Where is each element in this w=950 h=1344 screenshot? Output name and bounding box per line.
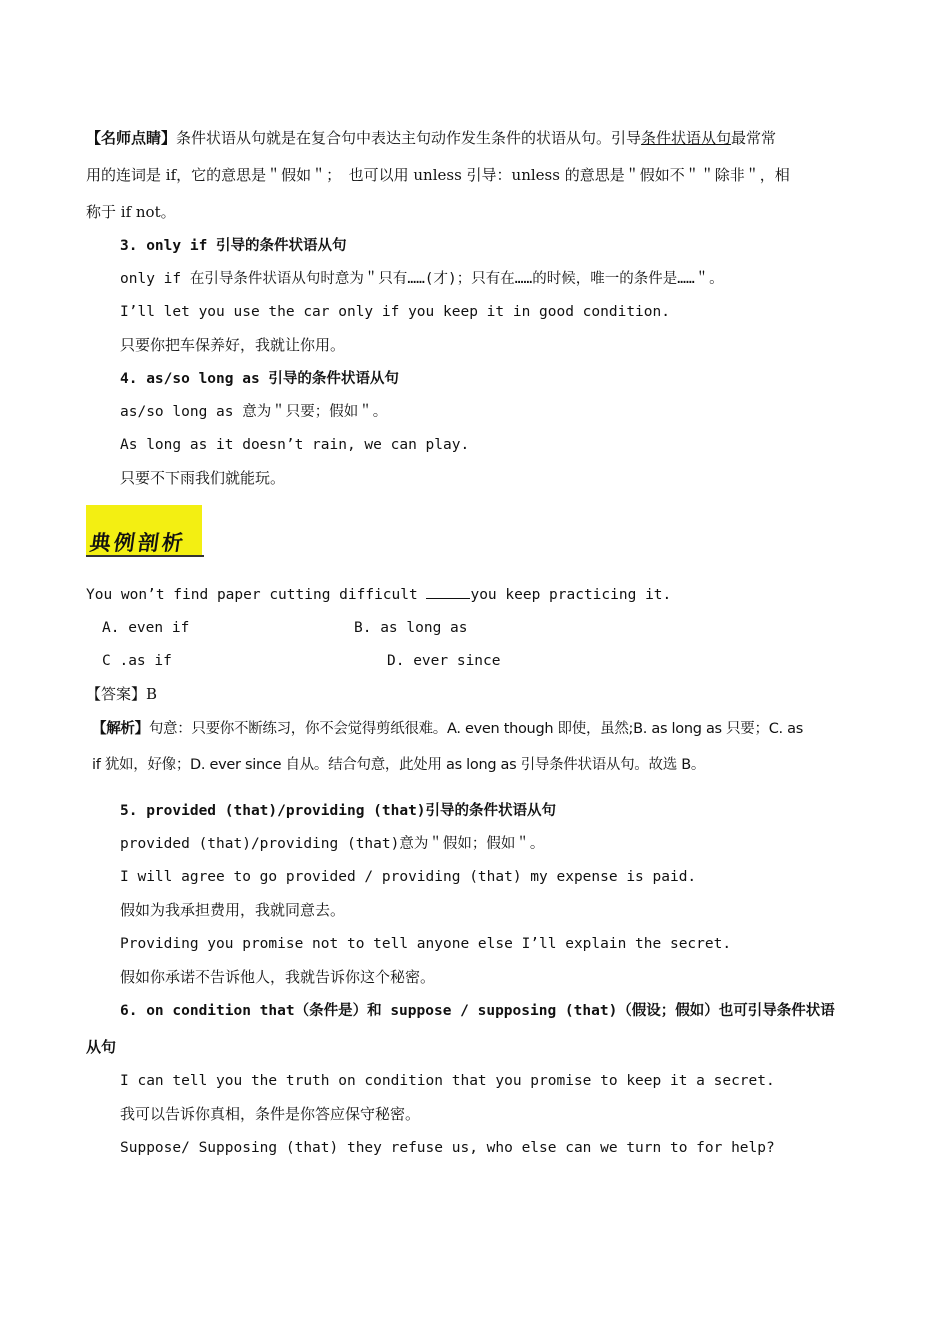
sec4-desc: as/so long as 意为＂只要；假如＂。 (120, 404, 388, 420)
intro-tag: 【名师点睛】 (86, 129, 177, 147)
option-b: B. as long as (354, 620, 468, 636)
sec5-heading: 5. provided (that)/providing (that)引导的条件状语从句 (120, 803, 557, 819)
sec5-desc: provided (that)/providing (that)意为＂假如；假如＂。 (120, 836, 545, 852)
analysis-text-1: 句意：只要你不断练习，你不会觉得剪纸很难。A. even though 即使，虽然;B. as long as 只要；C. as (148, 721, 803, 737)
intro-text-b: 最常常 (731, 129, 777, 147)
question-stem-a: You won’t find paper cutting difficult (86, 587, 427, 603)
sec6-heading-line-1: 6. on condition that（条件是）和 suppose / supposing (that)（假设；假如）也可引导条件状语 (120, 1003, 835, 1019)
intro-text-a: 条件状语从句就是在复合句中表达主句动作发生条件的状语从句。引导 (176, 129, 642, 147)
sec3-example-en: I’ll let you use the car only if you keep it in good condition. (120, 304, 670, 320)
option-d: D. ever since (387, 653, 501, 669)
question-stem (86, 585, 671, 605)
question-stem-b: you keep practicing it. (470, 587, 672, 603)
sec4-heading: 4. as/so long as 引导的条件状语从句 (120, 371, 399, 387)
analysis-line-1 (92, 719, 803, 739)
badge-underline (86, 555, 204, 557)
option-c: C .as if (102, 653, 172, 669)
intro-line-1 (86, 128, 776, 148)
example-analysis-badge (86, 505, 202, 555)
sec6-heading-line-2: 从句 (86, 1038, 117, 1056)
intro-line-3: 称于 if not。 (86, 203, 176, 221)
sec5-example1-en: I will agree to go provided / providing (that) my expense is paid. (120, 869, 697, 885)
intro-underlined-term: 条件状语从句 (641, 129, 732, 147)
intro-line-2: 用的连词是 if，它的意思是＂假如＂； 也可以用 unless 引导：unless 的意思是＂假如不＂＂除非＂，相 (86, 166, 790, 184)
sec3-heading: 3. only if 引导的条件状语从句 (120, 238, 347, 254)
sec5-example1-zh: 假如为我承担费用，我就同意去。 (120, 901, 346, 919)
sec6-example2-en: Suppose/ Supposing (that) they refuse us, who else can we turn to for help? (120, 1140, 775, 1156)
analysis-line-2: if 犹如，好像；D. ever since 自从。结合句意，此处用 as long as 引导条件状语从句。故选 B。 (92, 757, 706, 773)
sec5-example2-zh: 假如你承诺不告诉他人，我就告诉你这个秘密。 (120, 968, 436, 986)
sec3-example-zh: 只要你把车保养好，我就让你用。 (120, 336, 346, 354)
sec5-example2-en: Providing you promise not to tell anyone else I’ll explain the secret. (120, 936, 732, 952)
sec4-example-en: As long as it doesn’t rain, we can play. (120, 437, 470, 453)
sec3-desc: only if 在引导条件状语从句时意为＂只有……(才)；只有在……的时候，唯一的条件是……＂。 (120, 271, 724, 287)
sec4-example-zh: 只要不下雨我们就能玩。 (120, 469, 286, 487)
analysis-tag: 【解析】 (92, 721, 149, 737)
option-a: A. even if (102, 620, 190, 636)
sec6-example1-en: I can tell you the truth on condition that you promise to keep it a secret. (120, 1073, 775, 1089)
answer-blank (426, 586, 470, 599)
badge-label: 典例剖析 (88, 530, 188, 555)
answer-line: 【答案】B (86, 685, 158, 703)
sec6-example1-zh: 我可以告诉你真相，条件是你答应保守秘密。 (120, 1105, 421, 1123)
